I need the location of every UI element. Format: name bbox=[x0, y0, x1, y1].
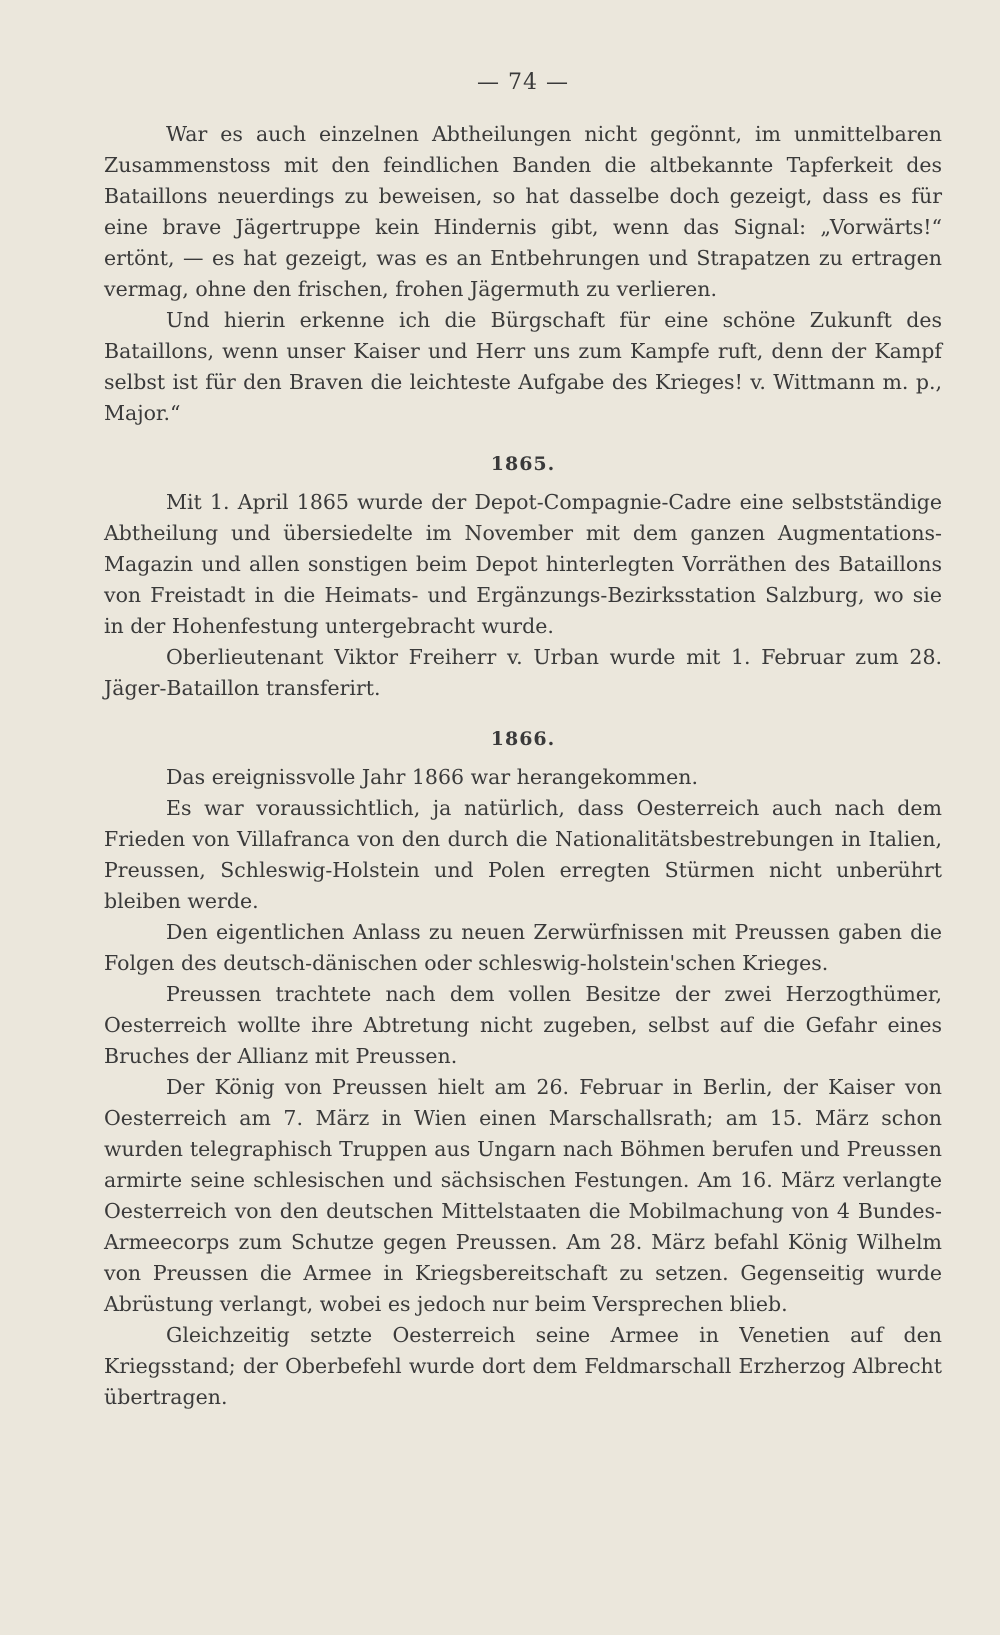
year-heading: 1866. bbox=[490, 728, 556, 750]
section-1866 bbox=[104, 728, 942, 1413]
paragraph: War es auch einzelnen Abtheilungen nicht gegönnt, im unmittelbaren Zusammenstoss mit den feindlichen Banden die altbekannte Tapferkeit des Bataillons neuerdings zu beweisen, so hat dasselbe doch gezeigt, dass es für eine brave Jägertruppe kein Hindernis gibt, wenn das Signal: „Vorwärts!“ ertönt, — es hat gezeigt, was es an Entbehrungen und Strapatzen zu ertragen vermag, ohne den frischen, frohen Jägermuth zu verlieren. bbox=[104, 122, 942, 301]
paragraph: Und hierin erkenne ich die Bürgschaft für eine schöne Zukunft des Bataillons, wenn unser Kaiser und Herr uns zum Kampfe ruft, denn der Kampf selbst ist für den Braven die leichteste Aufgabe des Krieges! v. Wittmann m. p., Major.“ bbox=[104, 308, 942, 425]
paragraph: Gleichzeitig setzte Oesterreich seine Armee in Venetien auf den Kriegsstand; der Oberbefehl wurde dort dem Feldmarschall Erzherzog Albrecht übertragen. bbox=[104, 1323, 942, 1409]
paragraph: Den eigentlichen Anlass zu neuen Zerwürfnissen mit Preussen gaben die Folgen des deutsch-dänischen oder schleswig-holstein'schen Krieges. bbox=[104, 920, 942, 975]
paragraph: Der König von Preussen hielt am 26. Februar in Berlin, der Kaiser von Oesterreich am 7. März in Wien einen Marschallsrath; am 15. März schon wurden telegraphisch Truppen aus Ungarn nach Böhmen berufen und Preussen armirte seine schlesischen und sächsischen Festungen. Am 16. März verlangte Oesterreich von den deutschen Mittelstaaten die Mobilmachung von 4 Bundes-Armeecorps zum Schutze gegen Preussen. Am 28. März befahl König Wilhelm von Preussen die Armee in Kriegsbereitschaft zu setzen. Gegenseitig wurde Abrüstung verlangt, wobei es jedoch nur beim Versprechen blieb. bbox=[104, 1075, 942, 1316]
year-heading: 1865. bbox=[490, 453, 556, 475]
section-1865 bbox=[104, 453, 942, 704]
paragraph: Mit 1. April 1865 wurde der Depot-Compagnie-Cadre eine selbstständige Abtheilung und übersiedelte im November mit dem ganzen Augmentations-Magazin und allen sonstigen beim Depot hinterlegten Vorräthen des Bataillons von Freistadt in die Heimats- und Ergänzungs-Bezirksstation Salzburg, wo sie in der Hohenfestung untergebracht wurde. bbox=[104, 490, 942, 638]
page-number: — 74 — bbox=[477, 70, 569, 95]
paragraph: Preussen trachtete nach dem vollen Besitze der zwei Herzogthümer, Oesterreich wollte ihre Abtretung nicht zugeben, selbst auf die Gefahr eines Bruches der Allianz mit Preussen. bbox=[104, 982, 942, 1068]
section-intro bbox=[104, 119, 942, 429]
paragraph: Oberlieutenant Viktor Freiherr v. Urban wurde mit 1. Februar zum 28. Jäger-Bataillon transferirt. bbox=[104, 645, 942, 700]
paragraph: Es war voraussichtlich, ja natürlich, dass Oesterreich auch nach dem Frieden von Villafranca von den durch die Nationalitätsbestrebungen in Italien, Preussen, Schleswig-Holstein und Polen erregten Stürmen nicht unberührt bleiben werde. bbox=[104, 796, 942, 913]
paragraph: Das ereignissvolle Jahr 1866 war herangekommen. bbox=[166, 765, 698, 789]
